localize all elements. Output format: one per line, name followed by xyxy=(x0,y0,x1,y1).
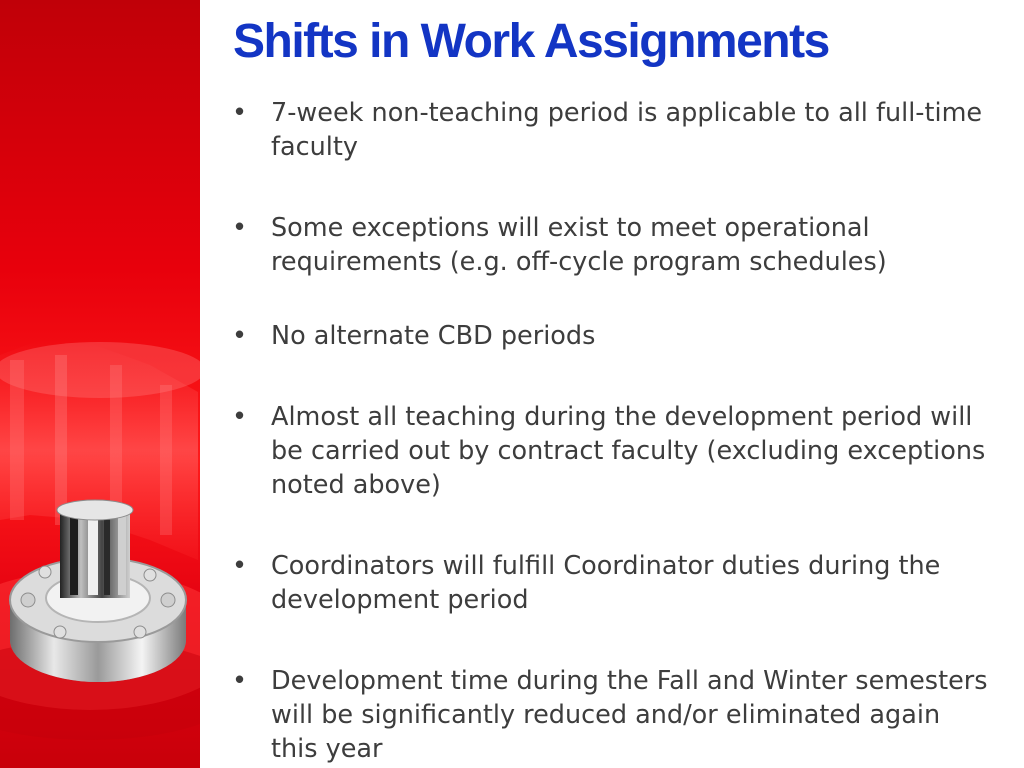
bullet-list xyxy=(232,96,992,766)
bullet-item xyxy=(232,664,992,766)
bullet-text: Coordinators will fulfill Coordinator duties during the development period xyxy=(271,551,941,615)
bullet-item xyxy=(232,400,992,502)
bullet-text: 7-week non-teaching period is applicable to all full-time faculty xyxy=(271,98,983,162)
bullet-item xyxy=(232,96,992,164)
side-decoration-panel xyxy=(0,0,200,768)
bullet-item xyxy=(232,211,992,279)
bullet-item xyxy=(232,319,992,353)
bullet-text: Almost all teaching during the development period will be carried out by contract faculty (excluding exceptions noted above) xyxy=(271,402,986,500)
bullet-dot-icon: • xyxy=(232,321,248,351)
puzzle-cylinder-icon xyxy=(0,0,200,768)
bullet-dot-icon: • xyxy=(232,551,248,581)
bullet-dot-icon: • xyxy=(232,98,248,128)
bullet-item xyxy=(232,549,992,617)
slide-title: Shifts in Work Assignments xyxy=(233,15,829,68)
bullet-text: Some exceptions will exist to meet operational requirements (e.g. off-cycle program schedules) xyxy=(271,213,887,277)
bullet-dot-icon: • xyxy=(232,666,248,696)
bullet-dot-icon: • xyxy=(232,213,248,243)
bullet-text: No alternate CBD periods xyxy=(271,321,596,351)
bullet-dot-icon: • xyxy=(232,402,248,432)
bullet-text: Development time during the Fall and Winter semesters will be significantly reduced and/or eliminated again this year xyxy=(271,666,988,764)
